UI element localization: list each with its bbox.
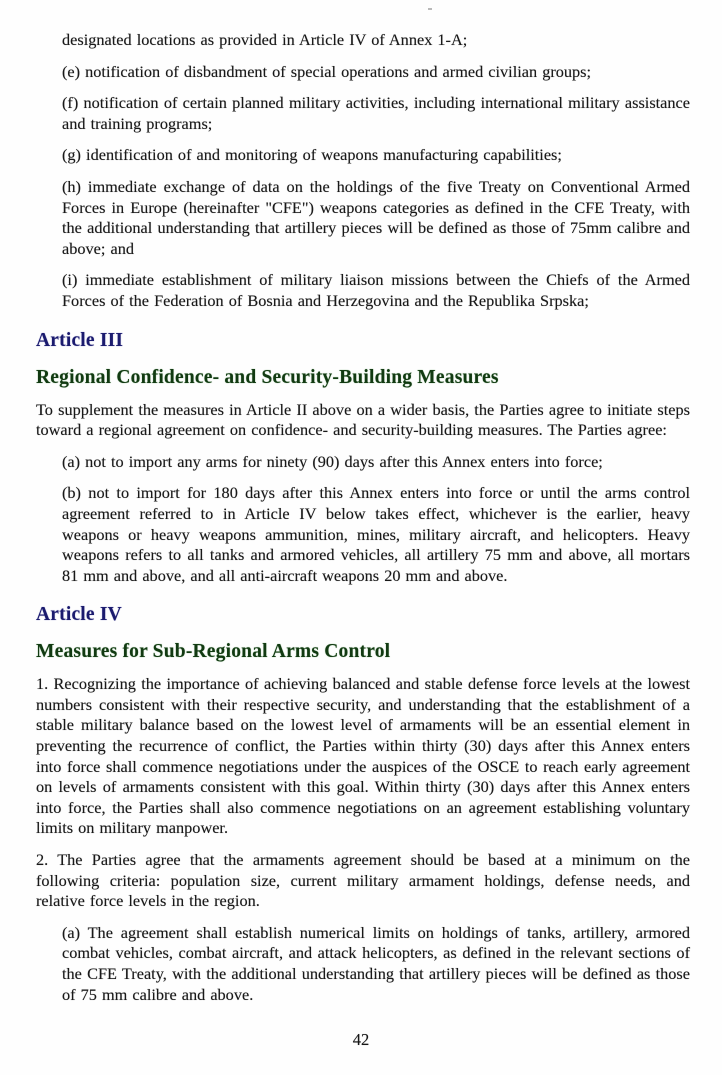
body-paragraph: To supplement the measures in Article II above on a wider basis, the Parties agree to initiate steps toward a regional agreement on confidence- and security-building measures. The Parties agree: — [36, 399, 690, 440]
list-item-f: (f) notification of certain planned military activities, including international military assistance and training programs; — [62, 93, 690, 133]
body-paragraph-continuation: designated locations as provided in Article IV of Annex 1-A; — [62, 30, 468, 49]
list-item-a-article-iv: (a) The agreement shall establish numerical limits on holdings of tanks, artillery, armored combat vehicles, combat aircraft, and attack helicopters, as defined in the relevant sections of the CFE Treaty, with the additional understanding that artillery pieces will be defined as those of 75 mm calibre and above. — [62, 922, 690, 1004]
body-paragraph-2: 2. The Parties agree that the armaments agreement should be based at a minimum on the following criteria: population size, current military armament holdings, defense needs, and relative force levels in the region. — [36, 850, 690, 911]
list-item-h: (h) immediate exchange of data on the holdings of the five Treaty on Conventional Armed Forces in Europe (hereinafter "CFE") weapons categories as defined in the CFE Treaty, with the additional understanding that artillery pieces will be defined as those of 75mm calibre and above; and — [62, 176, 690, 258]
document-body — [36, 30, 690, 1005]
body-paragraph-1: 1. Recognizing the importance of achieving balanced and stable defense force levels at the lowest numbers consistent with their respective security, and understanding that the establishment of a stable military balance based on the lowest level of armaments will be an essential element in preventing the recurrence of conflict, the Parties within thirty (30) days after this Annex enters into force shall commence negotiations under the auspices of the OSCE to reach early agreement on levels of armaments consistent with this goal. Within thirty (30) days after this Annex enters into force, the Parties shall also commence negotiations on an agreement establishing voluntary limits on military manpower. — [36, 674, 690, 838]
list-item-e: (e) notification of disbandment of special operations and armed civilian groups; — [62, 61, 592, 81]
list-item-g: (g) identification of and monitoring of weapons manufacturing capabilities; — [62, 145, 562, 165]
page-number: 42 — [352, 1030, 370, 1049]
list-item-a: (a) not to import any arms for ninety (90) days after this Annex enters into force; — [62, 451, 603, 471]
article-iii-heading: Article III — [36, 329, 124, 351]
article-iv-subtitle: Measures for Sub-Regional Arms Control — [36, 641, 391, 663]
scan-artifact-mark — [428, 8, 432, 10]
article-iv-heading: Article IV — [36, 604, 122, 626]
list-item-b: (b) not to import for 180 days after this Annex enters into force or until the arms control agreement referred to in Article IV below takes effect, whichever is the earlier, heavy weapons or heavy weapons ammunition, mines, military aircraft, and helicopters. Heavy weapons refers to all tanks and armored vehicles, all artillery 75 mm and above, all mortars 81 mm and above, and all anti-aircraft weapons 20 mm and above. — [62, 483, 690, 585]
list-item-i: (i) immediate establishment of military liaison missions between the Chiefs of the Armed Forces of the Federation of Bosnia and Herzegovina and the Republika Srpska; — [62, 270, 690, 310]
article-iii-subtitle: Regional Confidence- and Security-Building Measures — [36, 366, 499, 388]
